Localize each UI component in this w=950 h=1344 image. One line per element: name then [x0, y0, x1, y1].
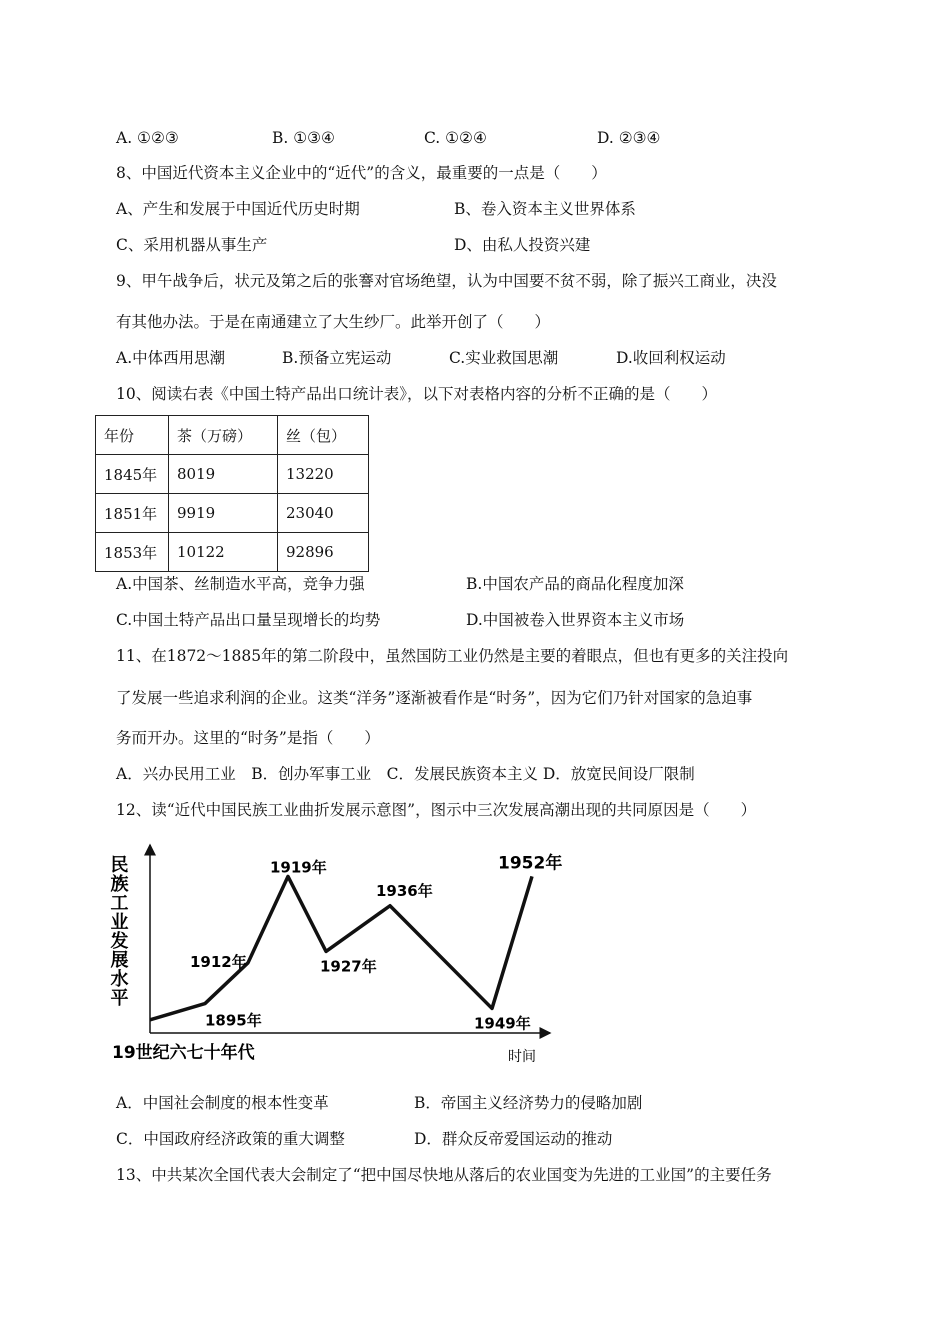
q7-option-d: D. ②③④: [597, 129, 661, 147]
q10-stem: 10、阅读右表《中国土特产品出口统计表》，以下对表格内容的分析不正确的是（ ）: [116, 385, 717, 403]
table-cell: 1845年: [96, 455, 169, 494]
q8-stem: 8、中国近代资本主义企业中的“近代”的含义，最重要的一点是（ ）: [116, 164, 607, 182]
q11-stem-line3: 务而开办。这里的“时务”是指（ ）: [116, 729, 380, 747]
q9-option-c: C.实业救国思潮: [449, 349, 559, 367]
q8-option-a: A、产生和发展于中国近代历史时期: [116, 200, 360, 218]
q10-option-b: B.中国农产品的商品化程度加深: [466, 575, 684, 593]
table-cell: 8019: [169, 455, 278, 494]
point-label: 1895年: [205, 1011, 262, 1030]
point-label: 1936年: [376, 881, 433, 900]
table-cell: 23040: [278, 494, 369, 533]
point-label: 1912年: [190, 952, 247, 971]
q12-option-d: D．群众反帝爱国运动的推动: [414, 1130, 613, 1148]
table-cell: 92896: [278, 533, 369, 572]
x-axis-label: 时间: [508, 1049, 536, 1065]
table-row: [96, 494, 369, 533]
q10-option-a: A.中国茶、丝制造水平高，竞争力强: [116, 575, 365, 593]
table-cell: 10122: [169, 533, 278, 572]
q7-option-b: B. ①③④: [272, 129, 335, 147]
q10-option-d: D.中国被卷入世界资本主义市场: [466, 611, 685, 629]
export-table: [95, 415, 369, 572]
q12-option-c: C．中国政府经济政策的重大调整: [116, 1130, 345, 1148]
table-header-cell: 茶（万磅）: [169, 416, 278, 455]
q9-option-d: D.收回利权运动: [616, 349, 726, 367]
table-header-cell: 丝（包）: [278, 416, 369, 455]
q10-option-c: C.中国土特产品出口量呈现增长的均势: [116, 611, 381, 629]
table-cell: 13220: [278, 455, 369, 494]
series-line: [150, 876, 532, 1019]
q12-option-a: A．中国社会制度的根本性变革: [116, 1094, 329, 1112]
q12-option-b: B．帝国主义经济势力的侵略加剧: [414, 1094, 643, 1112]
q9-option-b: B.预备立宪运动: [282, 349, 392, 367]
q7-option-c: C. ①②④: [424, 129, 487, 147]
y-axis-label: 民族工业发展水平: [107, 855, 129, 1007]
q9-option-a: A.中体西用思潮: [116, 349, 226, 367]
point-label: 1927年: [320, 957, 377, 976]
q11-stem-line1: 11、在1872～1885年的第二阶段中，虽然国防工业仍然是主要的着眼点，但也有更多的关注投向: [116, 647, 789, 665]
q12-stem: 12、读“近代中国民族工业曲折发展示意图”，图示中三次发展高潮出现的共同原因是（ ）: [116, 801, 757, 819]
point-label: 1952年: [498, 853, 563, 874]
q8-option-b: B、卷入资本主义世界体系: [454, 200, 636, 218]
q11-options: A．兴办民用工业 B．创办军事工业 C．发展民族资本主义 D．放宽民间设厂限制: [116, 765, 695, 783]
point-label: 1919年: [270, 858, 327, 877]
q13-stem: 13、中共某次全国代表大会制定了“把中国尽快地从落后的农业国变为先进的工业国”的主要任务: [116, 1166, 772, 1184]
table-row: [96, 533, 369, 572]
table-header-row: [96, 416, 369, 455]
table-header-cell: 年份: [96, 416, 169, 455]
q7-option-a: A. ①②③: [116, 129, 179, 147]
q9-stem-line2: 有其他办法。于是在南通建立了大生纱厂。此举开创了（ ）: [116, 313, 551, 331]
q9-stem-line1: 9、甲午战争后，状元及第之后的张謇对官场绝望，认为中国要不贫不弱，除了振兴工商业，决没: [116, 272, 777, 290]
table-row: [96, 455, 369, 494]
q11-stem-line2: 了发展一些追求利润的企业。这类“洋务”逐渐被看作是“时务”，因为它们乃针对国家的急迫事: [116, 689, 753, 707]
point-label: 1949年: [474, 1014, 531, 1033]
industry-development-chart: [100, 825, 570, 1070]
table-cell: 9919: [169, 494, 278, 533]
q8-option-c: C、采用机器从事生产: [116, 236, 268, 254]
table-cell: 1853年: [96, 533, 169, 572]
table-cell: 1851年: [96, 494, 169, 533]
q8-option-d: D、由私人投资兴建: [454, 236, 591, 254]
origin-label: 19世纪六七十年代: [112, 1043, 255, 1063]
